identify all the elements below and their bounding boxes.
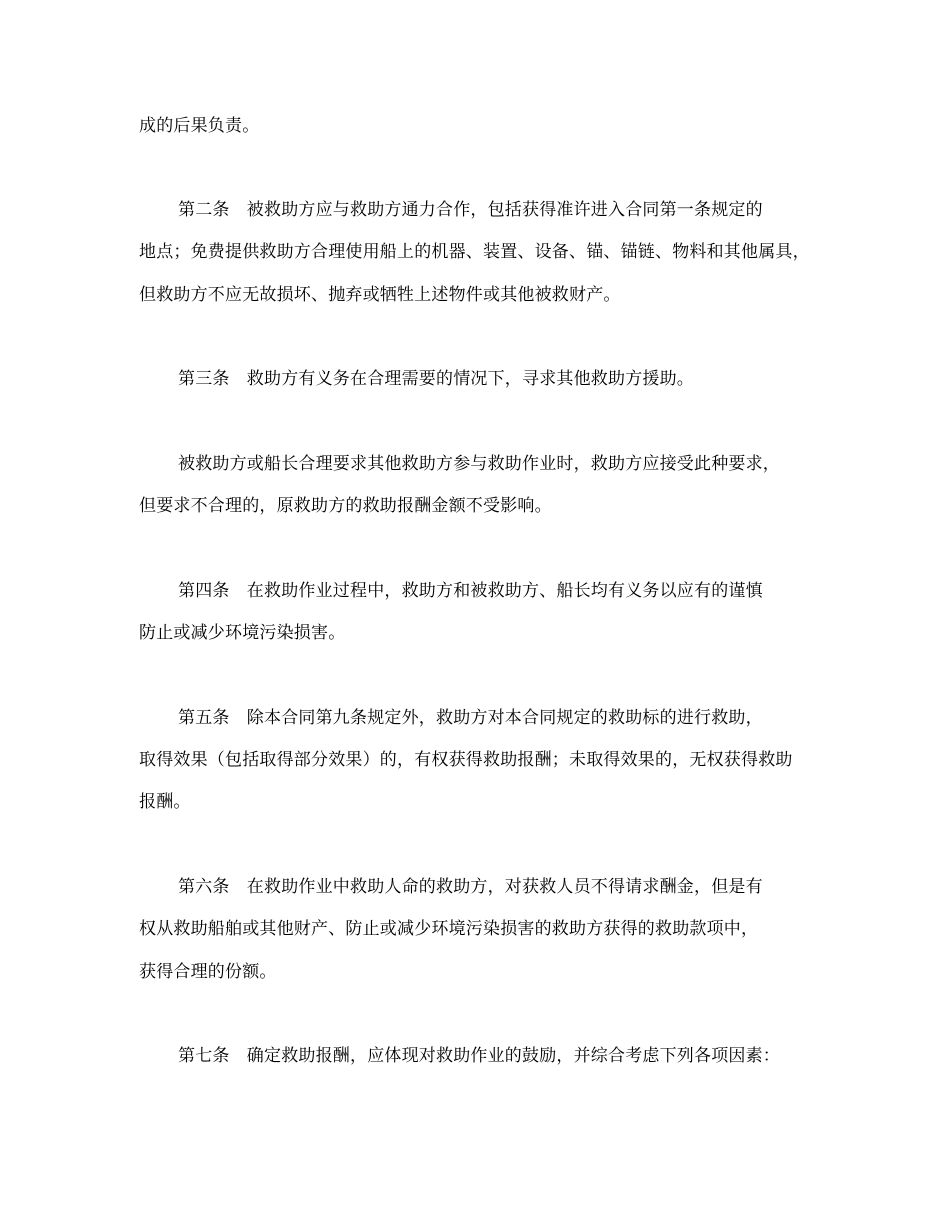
article-7-line-1: 第七条 确定救助报酬，应体现对救助作业的鼓励，并综合考虑下列各项因素：: [178, 1046, 780, 1066]
article-5-line-1: 第五条 除本合同第九条规定外，救助方对本合同规定的救助标的进行救助，: [178, 708, 763, 728]
paragraph-line: 但要求不合理的，原救助方的救助报酬金额不受影响。: [139, 496, 552, 516]
paragraph-line: 成的后果负责。: [139, 116, 260, 136]
article-2-line-3: 但救助方不应无故损坏、抛弃或牺牲上述物件或其他被救财产。: [139, 285, 621, 305]
article-5-line-2: 取得效果（包括取得部分效果）的，有权获得救助报酬；未取得效果的，无权获得救助: [139, 750, 793, 770]
article-6-line-1: 第六条 在救助作业中救助人命的救助方，对获救人员不得请求酬金，但是有: [178, 877, 763, 897]
paragraph-line: 被救助方或船长合理要求其他救助方参与救助作业时，救助方应接受此种要求，: [178, 454, 780, 474]
article-2-line-1: 第二条 被救助方应与救助方通力合作，包括获得准许进入合同第一条规定的: [178, 200, 763, 220]
article-4-line-2: 防止或减少环境污染损害。: [139, 623, 346, 643]
article-6-line-2: 权从救助船舶或其他财产、防止或减少环境污染损害的救助方获得的救助款项中，: [139, 919, 759, 939]
article-5-line-3: 报酬。: [139, 792, 191, 812]
article-4-line-1: 第四条 在救助作业过程中，救助方和被救助方、船长均有义务以应有的谨慎: [178, 581, 763, 601]
article-2-line-2: 地点；免费提供救助方合理使用船上的机器、装置、设备、锚、锚链、物料和其他属具，: [139, 242, 810, 262]
article-6-line-3: 获得合理的份额。: [139, 962, 277, 982]
article-3-line-1: 第三条 救助方有义务在合理需要的情况下，寻求其他救助方援助。: [178, 369, 694, 389]
